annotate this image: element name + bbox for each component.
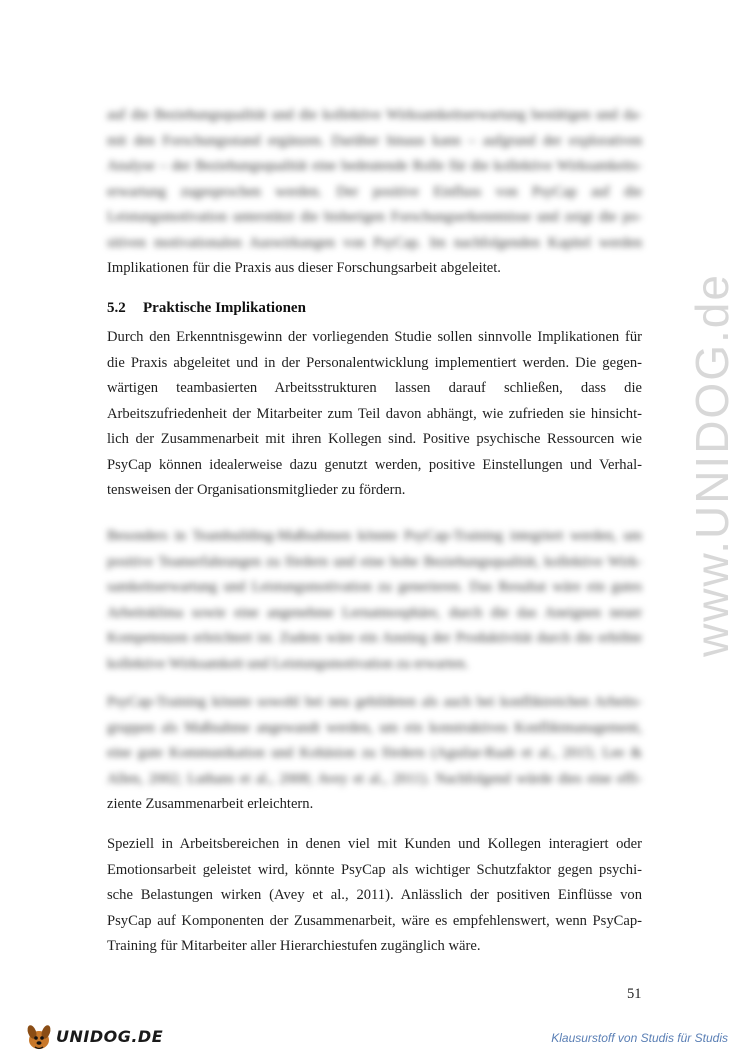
text-line: Arbeitszufriedenheit der Mitarbeiter zum Teil davon abhängt, wie zufrieden sie hinsicht- <box>107 405 642 422</box>
text-line: kollektive Wirksamkeit und Leistungsmotivation zu erwarten. <box>107 655 469 672</box>
text-line: die Praxis abgeleitet und in der Personalentwicklung implementiert werden. Die gegen- <box>107 354 642 371</box>
text-line: tensweisen der Organisationsmitglieder zu fördern. <box>107 482 406 498</box>
paragraph-4 <box>107 690 642 818</box>
paragraph-3 <box>107 524 642 677</box>
text-line: positive Teamerfahrungen zu fördern und eine hohe Beziehungsqualität, kollektive Wirk- <box>107 553 642 570</box>
text-line: Speziell in Arbeitsbereichen in denen viel mit Kunden und Kollegen interagiert oder <box>107 836 642 852</box>
text-line: sitiven motivationalen Auswirkungen von PsyCap. Im nachfolgenden Kapitel werden <box>107 234 642 251</box>
section-title: Praktische Implikationen <box>143 300 306 316</box>
text-line: gruppen als Maßnahme angewandt werden, um ein konstruktives Konfliktmanagement, <box>107 719 642 736</box>
text-line: lich der Zusammenarbeit mit ihren Kollegen sind. Positive psychische Ressourcen wie <box>107 431 642 447</box>
text-line: erwartung zugesprochen werden. Der positive Einfluss von PsyCap auf die <box>107 183 642 200</box>
paragraph-1 <box>107 103 642 282</box>
footer-slogan: Klausurstoff von Studis für Studis <box>551 1031 728 1045</box>
text-line: PsyCap auf Komponenten der Zusammenarbeit, wäre es empfehlenswert, wenn PsyCap- <box>107 912 642 929</box>
unidog-logo <box>22 1020 162 1056</box>
page-number: 51 <box>627 986 642 1002</box>
section-heading <box>107 300 306 317</box>
logo-text: UNIDOG.DE <box>56 1027 164 1046</box>
text-line: Emotionsarbeit geleistet wird, könnte PsyCap als wichtiger Schutzfaktor gegen psychi- <box>107 861 642 878</box>
paragraph-2 <box>107 325 642 504</box>
text-line: auf die Beziehungsqualität und die kollektive Wirksamkeitserwartung bestätigen und da- <box>107 107 642 123</box>
text-line: Leistungsmotivation unterstützt die bisherigen Forschungserkenntnisse und zeigt die po- <box>107 209 642 225</box>
text-line: ziente Zusammenarbeit erleichtern. <box>107 796 314 812</box>
text-line: Training für Mitarbeiter aller Hierarchiestufen zugänglich wäre. <box>107 938 481 954</box>
text-line: Durch den Erkenntnisgewinn der vorliegenden Studie sollen sinnvolle Implikationen für <box>107 329 642 345</box>
text-line: Arbeitsklima sowie eine angenehme Lernatmosphäre, durch die das Aneignen neuer <box>107 604 642 621</box>
text-line: Kompetenzen erleichtert ist. Zudem wäre ein Anstieg der Produktivität durch die erhöhte <box>107 630 642 646</box>
text-line: Implikationen für die Praxis aus dieser Forschungsarbeit abgeleitet. <box>107 260 501 276</box>
text-line: eine gute Kommunikation und Kohäsion zu fördern (Aguilar-Raab et al., 2015; Lee & <box>107 745 642 761</box>
text-line: wärtigen teambasierten Arbeitsstrukturen lassen darauf schließen, dass die <box>107 380 642 396</box>
text-line: PsyCap können idealerweise dazu genutzt werden, positive Einstellungen und Verhal- <box>107 456 642 473</box>
text-line: sche Belastungen wirken (Avey et al., 2011). Anlässlich der positiven Einflüsse von <box>107 887 642 903</box>
dog-mascot-icon <box>22 1020 56 1054</box>
paragraph-5 <box>107 832 642 960</box>
text-line: samkeitserwartung und Leistungsmotivation zu generieren. Das Resultat wäre ein gutes <box>107 579 642 595</box>
text-line: PsyCap-Training könnte sowohl bei neu gebildeten als auch bei konfliktreichen Arbeits- <box>107 694 642 710</box>
watermark: www.UNIDOG.de <box>686 273 738 657</box>
text-line: Analyse – der Beziehungsqualität eine bedeutende Rolle für die kollektive Wirksamkeits- <box>107 158 642 174</box>
text-line: Besonders in Teambuilding-Maßnahmen könnte PsyCap-Training integriert werden, um <box>107 528 642 544</box>
text-line: mit den Forschungsstand ergänzen. Darüber hinaus kann – aufgrund der explorativen <box>107 132 642 149</box>
section-number: 5.2 <box>107 300 126 316</box>
text-line: Allen, 2002; Luthans et al., 2008; Avey et al., 2011). Nachfolgend würde dies eine effi- <box>107 770 642 787</box>
